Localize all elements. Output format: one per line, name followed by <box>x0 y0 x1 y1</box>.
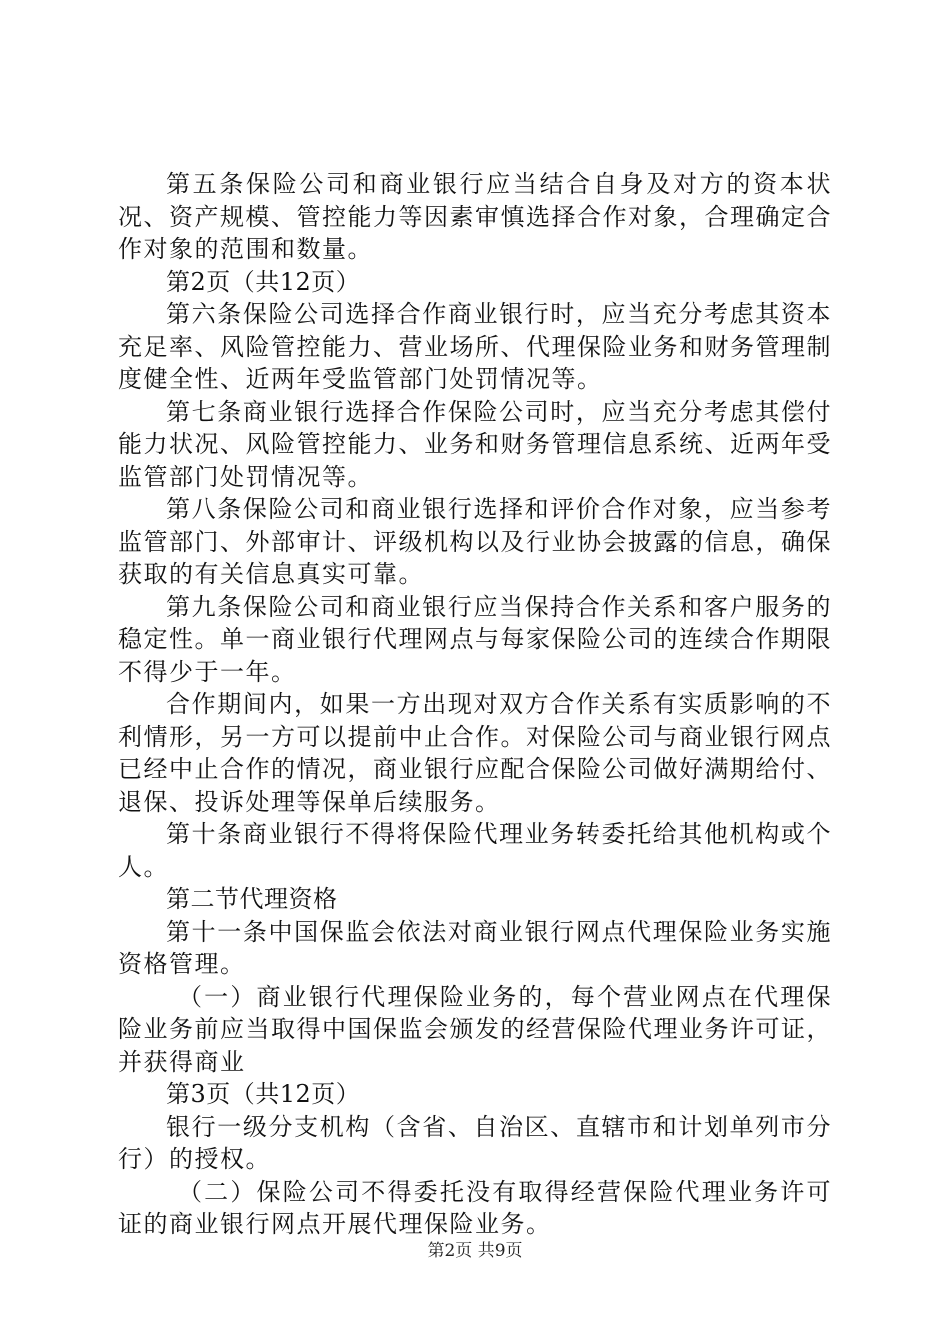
paragraph-item-2: （二）保险公司不得委托没有取得经营保险代理业务许可证的商业银行网点开展代理保险业务。 <box>118 1177 832 1238</box>
inline-page-marker: 第2页（共12页） <box>166 267 361 296</box>
inline-page-marker: 第3页（共12页） <box>166 1080 361 1108</box>
paragraph-item-1-continued: 银行一级分支机构（含省、自治区、直辖市和计划单列市分行）的授权。 <box>118 1112 832 1173</box>
paragraph-article-6: 第六条保险公司选择合作商业银行时，应当充分考虑其资本充足率、风险管控能力、营业场所、代理保险业务和财务管理制度健全性、近两年受监管部门处罚情况等。 <box>118 300 832 393</box>
paragraph-article-10: 第十条商业银行不得将保险代理业务转委托给其他机构或个人。 <box>118 820 832 881</box>
paragraph-cooperation-period: 合作期间内，如果一方出现对双方合作关系有实质影响的不利情形，另一方可以提前中止合作。对保险公司与商业银行网点已经中止合作的情况，商业银行应配合保险公司做好满期给付、退保、投诉处理等保单后续服务。 <box>118 690 832 816</box>
paragraph-article-11: 第十一条中国保监会依法对商业银行网点代理保险业务实施资格管理。 <box>118 917 832 978</box>
paragraph-article-7: 第七条商业银行选择合作保险公司时，应当充分考虑其偿付能力状况、风险管控能力、业务和财务管理信息系统、近两年受监管部门处罚情况等。 <box>118 397 832 491</box>
document-body <box>118 168 832 1241</box>
section-heading: 第二节代理资格 <box>166 885 338 913</box>
paragraph-article-9: 第九条保险公司和商业银行应当保持合作关系和客户服务的稳定性。单一商业银行代理网点与每家保险公司的连续合作期限不得少于一年。 <box>118 592 832 686</box>
paragraph-item-1: （一）商业银行代理保险业务的，每个营业网点在代理保险业务前应当取得中国保监会颁发的经营保险代理业务许可证，并获得商业 <box>118 982 832 1076</box>
paragraph-article-5: 第五条保险公司和商业银行应当结合自身及对方的资本状况、资产规模、管控能力等因素审慎选择合作对象，合理确定合作对象的范围和数量。 <box>118 170 832 263</box>
paragraph-article-8: 第八条保险公司和商业银行选择和评价合作对象，应当参考监管部门、外部审计、评级机构以及行业协会披露的信息，确保获取的有关信息真实可靠。 <box>118 495 832 588</box>
page-footer: 第2页 共9页 <box>427 1241 523 1261</box>
